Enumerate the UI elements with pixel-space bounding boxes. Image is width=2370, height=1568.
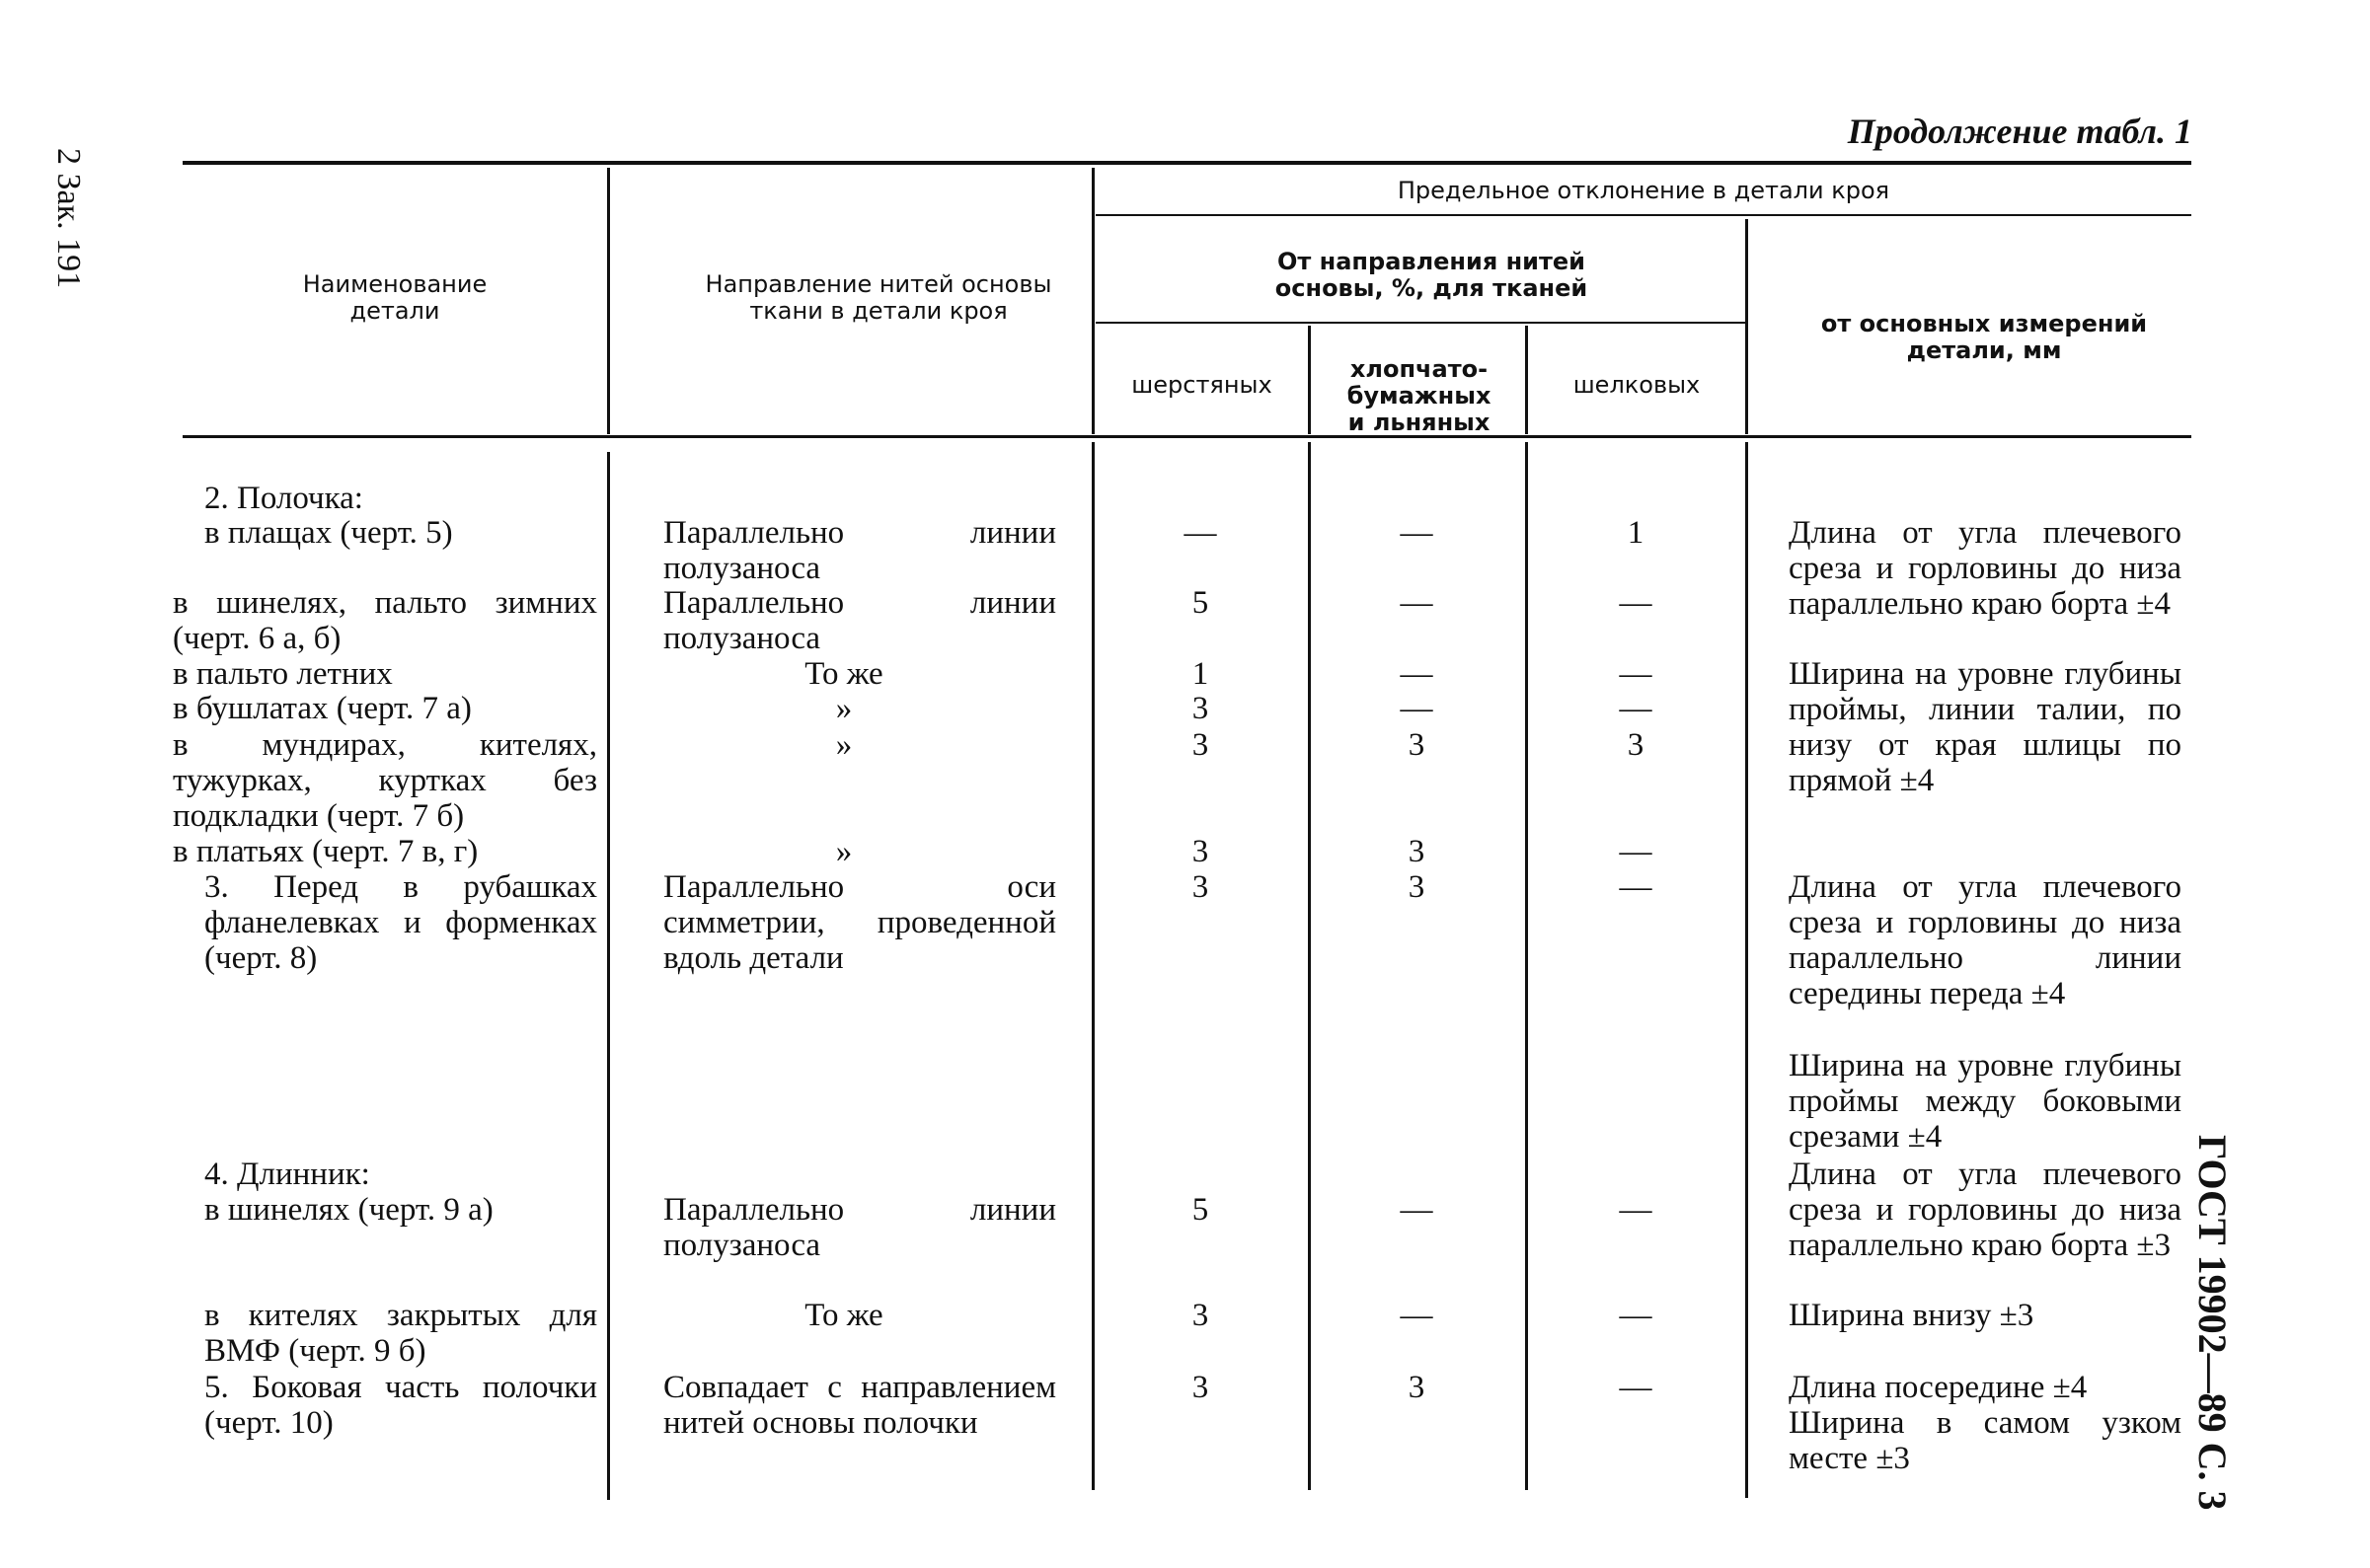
wool-kiteli: 3 <box>1191 1298 1209 1333</box>
header-wool: шерстяных <box>1131 371 1272 399</box>
cotton-palto-letnie: — <box>1400 656 1433 692</box>
direction-bokovaya: Совпадает с направлением нитей основы полочки <box>663 1370 1056 1441</box>
silk-kiteli: — <box>1619 1298 1652 1333</box>
direction-bushlaty: » <box>835 691 853 726</box>
row-name-palto-letnie: в пальто летних <box>173 656 393 692</box>
wool-platya: 3 <box>1191 834 1209 869</box>
column-divider-2-body <box>1092 442 1095 1490</box>
silk-pered: — <box>1619 869 1652 905</box>
cotton-bokovaya: 3 <box>1408 1370 1425 1405</box>
cotton-plashchi: — <box>1400 515 1433 551</box>
row-name-bushlaty: в бушлатах (черт. 7 а) <box>173 691 472 726</box>
wool-dlinnik-shineli: 5 <box>1191 1192 1209 1228</box>
silk-platya: — <box>1619 834 1652 869</box>
cotton-mundiry: 3 <box>1408 727 1425 763</box>
header-from-dims: от основных измерений детали, мм <box>1820 310 2148 364</box>
row-name-shineli: в шинелях, пальто зимних (черт. 6 а, б) <box>173 585 597 656</box>
silk-shineli: — <box>1619 585 1652 621</box>
dims-length-bokovaya: Длина посередине ±4 <box>1789 1370 2088 1405</box>
silk-plashchi: 1 <box>1627 515 1644 551</box>
wool-shineli: 5 <box>1191 585 1209 621</box>
direction-dlinnik-shineli: Параллельно линии полузаноса <box>663 1192 1056 1263</box>
row-name-bokovaya: 5. Боковая часть полочки (черт. 10) <box>204 1370 597 1441</box>
direction-palto-letnie: То же <box>804 656 883 692</box>
row-name-pered: 3. Перед в рубашках фланелевках и форменках (черт. 8) <box>204 869 597 976</box>
column-divider-1 <box>607 168 610 434</box>
silk-bushlaty: — <box>1619 691 1652 726</box>
header-from-direction: От направления нитей основы, %, для тканей <box>1274 248 1588 302</box>
direction-platya: » <box>835 834 853 869</box>
table-top-rule <box>183 161 2191 165</box>
direction-pered: Параллельно оси симметрии, проведенной вдоль детали <box>663 869 1056 976</box>
header-cotton: хлопчато- бумажных и льняных <box>1346 355 1491 436</box>
wool-bushlaty: 3 <box>1191 691 1209 726</box>
row-name-platya: в платьях (черт. 7 в, г) <box>173 834 479 869</box>
dims-width-polochka: Ширина на уровне глубины проймы, линии талии, по низу от края шлицы по прямой ±4 <box>1789 656 2181 798</box>
silk-dlinnik-shineli: — <box>1619 1192 1652 1228</box>
cotton-platya: 3 <box>1408 834 1425 869</box>
column-divider-3 <box>1308 326 1311 434</box>
cotton-pered: 3 <box>1408 869 1425 905</box>
dims-width-dlinnik: Ширина внизу ±3 <box>1789 1298 2034 1333</box>
header-bottom-rule <box>183 435 2191 438</box>
cotton-shineli: — <box>1400 585 1433 621</box>
cotton-bushlaty: — <box>1400 691 1433 726</box>
dims-length-dlinnik: Длина от угла плечевого среза и горловины до низа параллельно краю борта ±3 <box>1789 1157 2181 1263</box>
row-name-polochka: 2. Полочка: <box>204 481 363 516</box>
wool-palto-letnie: 1 <box>1191 656 1209 692</box>
wool-pered: 3 <box>1191 869 1209 905</box>
direction-plashchi: Параллельно линии полузаноса <box>663 515 1056 586</box>
column-divider-2 <box>1092 168 1095 434</box>
table-continuation-caption: Продолжение табл. 1 <box>1847 112 2192 151</box>
dims-width-pered: Ширина на уровне глубины проймы между боковыми срезами ±4 <box>1789 1048 2181 1155</box>
from-direction-rule <box>1096 322 1747 324</box>
column-divider-4-body <box>1525 442 1528 1490</box>
deviation-rule <box>1096 214 2191 216</box>
column-divider-5 <box>1745 219 1748 434</box>
column-divider-3-body <box>1308 442 1311 1490</box>
direction-shineli: Параллельно линии полузаноса <box>663 585 1056 656</box>
row-name-plashchi: в плащах (черт. 5) <box>204 515 453 551</box>
header-name: Наименование детали <box>302 270 488 325</box>
dims-length-polochka: Длина от угла плечевого среза и горловины до низа параллельно краю борта ±4 <box>1789 515 2181 622</box>
dims-width-bokovaya: Ширина в самом узком месте ±3 <box>1789 1405 2181 1476</box>
direction-kiteli: То же <box>804 1298 883 1333</box>
standard-page-number: ГОСТ 19902—89 С. 3 <box>2190 1135 2235 1511</box>
direction-mundiry: » <box>835 727 853 763</box>
wool-mundiry: 3 <box>1191 727 1209 763</box>
column-divider-1-body <box>607 452 610 1500</box>
row-name-dlinnik: 4. Длинник: <box>204 1157 370 1192</box>
wool-bokovaya: 3 <box>1191 1370 1209 1405</box>
dims-length-pered: Длина от угла плечевого среза и горловины до низа параллельно линии середины переда ±4 <box>1789 869 2181 1011</box>
header-direction: Направление нитей основы ткани в детали кроя <box>705 270 1052 325</box>
header-deviation: Предельное отклонение в детали кроя <box>1397 177 1890 204</box>
row-name-dlinnik-shineli: в шинелях (черт. 9 а) <box>204 1192 494 1228</box>
silk-mundiry: 3 <box>1627 727 1644 763</box>
margin-left-note: 2 Зак. 191 <box>50 148 87 289</box>
row-name-kiteli: в кителях закрытых для ВМФ (черт. 9 б) <box>204 1298 597 1369</box>
column-divider-5-body <box>1745 442 1748 1498</box>
wool-plashchi: — <box>1184 515 1217 551</box>
silk-bokovaya: — <box>1619 1370 1652 1405</box>
header-silk: шелковых <box>1572 371 1701 399</box>
cotton-kiteli: — <box>1400 1298 1433 1333</box>
cotton-dlinnik-shineli: — <box>1400 1192 1433 1228</box>
row-name-mundiry: в мундирах, кителях, тужурках, куртках без подкладки (черт. 7 б) <box>173 727 597 834</box>
silk-palto-letnie: — <box>1619 656 1652 692</box>
